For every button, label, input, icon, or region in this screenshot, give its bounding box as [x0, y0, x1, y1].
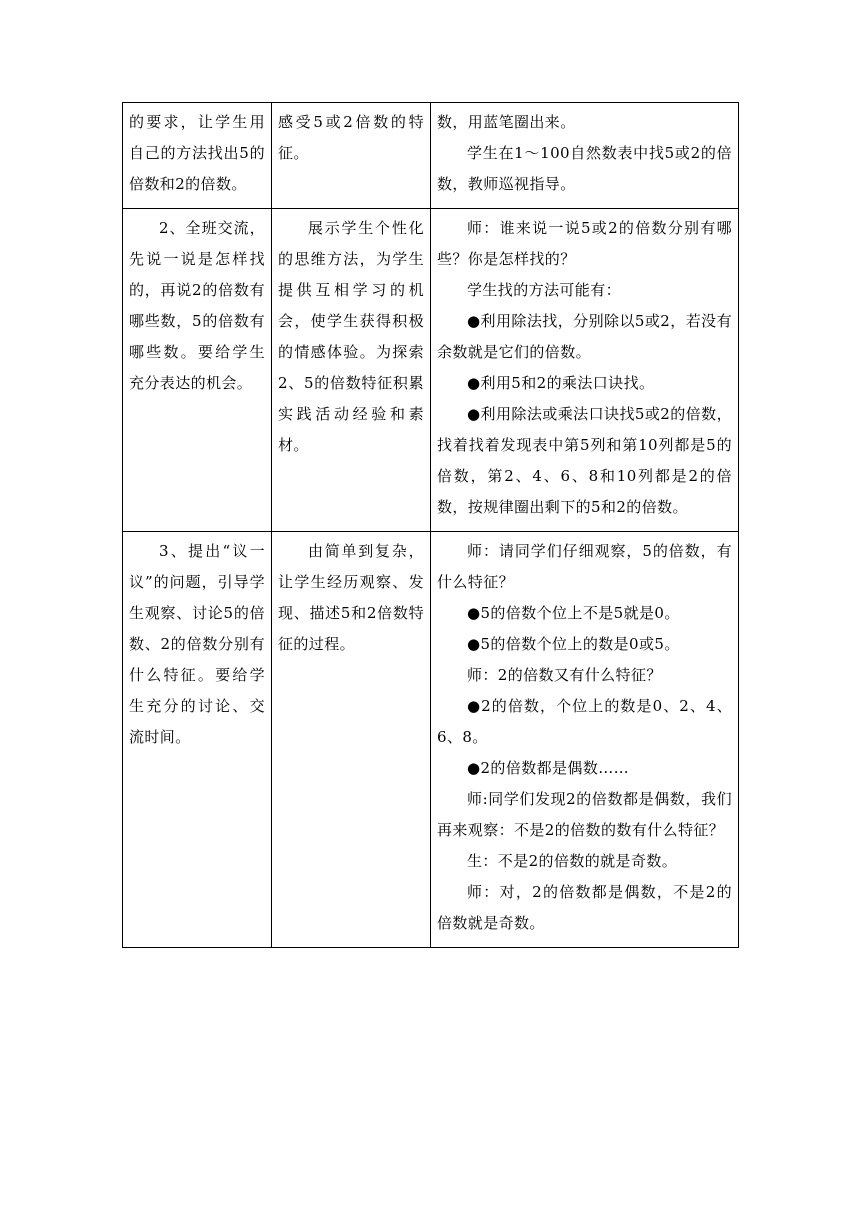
table-row	[123, 209, 739, 532]
activity-text: 2、全班交流，先说一说是怎样找的，再说2的倍数有哪些数，5的倍数有哪些数。要给学生充分表达的机会。	[129, 219, 265, 392]
process-cell	[431, 103, 739, 209]
purpose-text: 展示学生个性化的思维方法，为学生提供互相学习的机会，使学生获得积极的情感体验。为探索2、5的倍数特征积累实践活动经验和素材。	[278, 219, 424, 454]
process-line: ●利用除法找，分别除以5或2，若没有余数就是它们的倍数。	[437, 312, 732, 361]
process-line: 师：对，2的倍数都是偶数，不是2的倍数就是奇数。	[437, 883, 732, 932]
process-line: ●利用除法或乘法口诀找5或2的倍数，找着找着发现表中第5列和第10列都是5的倍数，第2、4、6、8和10列都是2的倍数，按规律圈出剩下的5和2的倍数。	[437, 405, 732, 516]
purpose-cell	[272, 209, 431, 532]
purpose-text: 感受5或2倍数的特征。	[278, 113, 424, 162]
table-row	[123, 532, 739, 948]
process-line: 师:同学们发现2的倍数都是偶数，我们再来观察：不是2的倍数的数有什么特征？	[437, 790, 732, 839]
process-line: ●2的倍数都是偶数……	[467, 759, 630, 777]
process-line: ●5的倍数个位上不是5就是0。	[467, 604, 680, 622]
activity-cell	[123, 532, 272, 948]
process-line: 数，用蓝笔圈出来。	[437, 113, 576, 131]
process-line: 学生在1～100自然数表中找5或2的倍数，教师巡视指导。	[437, 144, 732, 193]
process-line: 师：请同学们仔细观察，5的倍数，有什么特征？	[437, 542, 732, 591]
process-line: ●5的倍数个位上的数是0或5。	[467, 635, 680, 653]
purpose-cell	[272, 103, 431, 209]
process-line: 师：2的倍数又有什么特征？	[467, 666, 662, 684]
process-line: 学生找的方法可能有：	[467, 281, 622, 299]
table-row	[123, 103, 739, 209]
lesson-plan-table	[122, 102, 739, 948]
process-line: 生：不是2的倍数的就是奇数。	[467, 852, 678, 870]
purpose-text: 由简单到复杂，让学生经历观察、发现、描述5和2倍数特征的过程。	[278, 542, 424, 653]
process-cell	[431, 532, 739, 948]
activity-text: 3、提出“议一议”的问题，引导学生观察、讨论5的倍数、2的倍数分别有什么特征。要给学生充分的讨论、交流时间。	[129, 542, 265, 746]
purpose-cell	[272, 532, 431, 948]
process-line: ●利用5和2的乘法口诀找。	[467, 374, 655, 392]
process-line: 师：谁来说一说5或2的倍数分别有哪些？你是怎样找的？	[437, 219, 732, 268]
process-cell	[431, 209, 739, 532]
activity-text: 的要求，让学生用自己的方法找出5的倍数和2的倍数。	[129, 113, 265, 193]
activity-cell	[123, 209, 272, 532]
activity-cell	[123, 103, 272, 209]
process-line: ●2的倍数，个位上的数是0、2、4、6、8。	[437, 697, 732, 746]
